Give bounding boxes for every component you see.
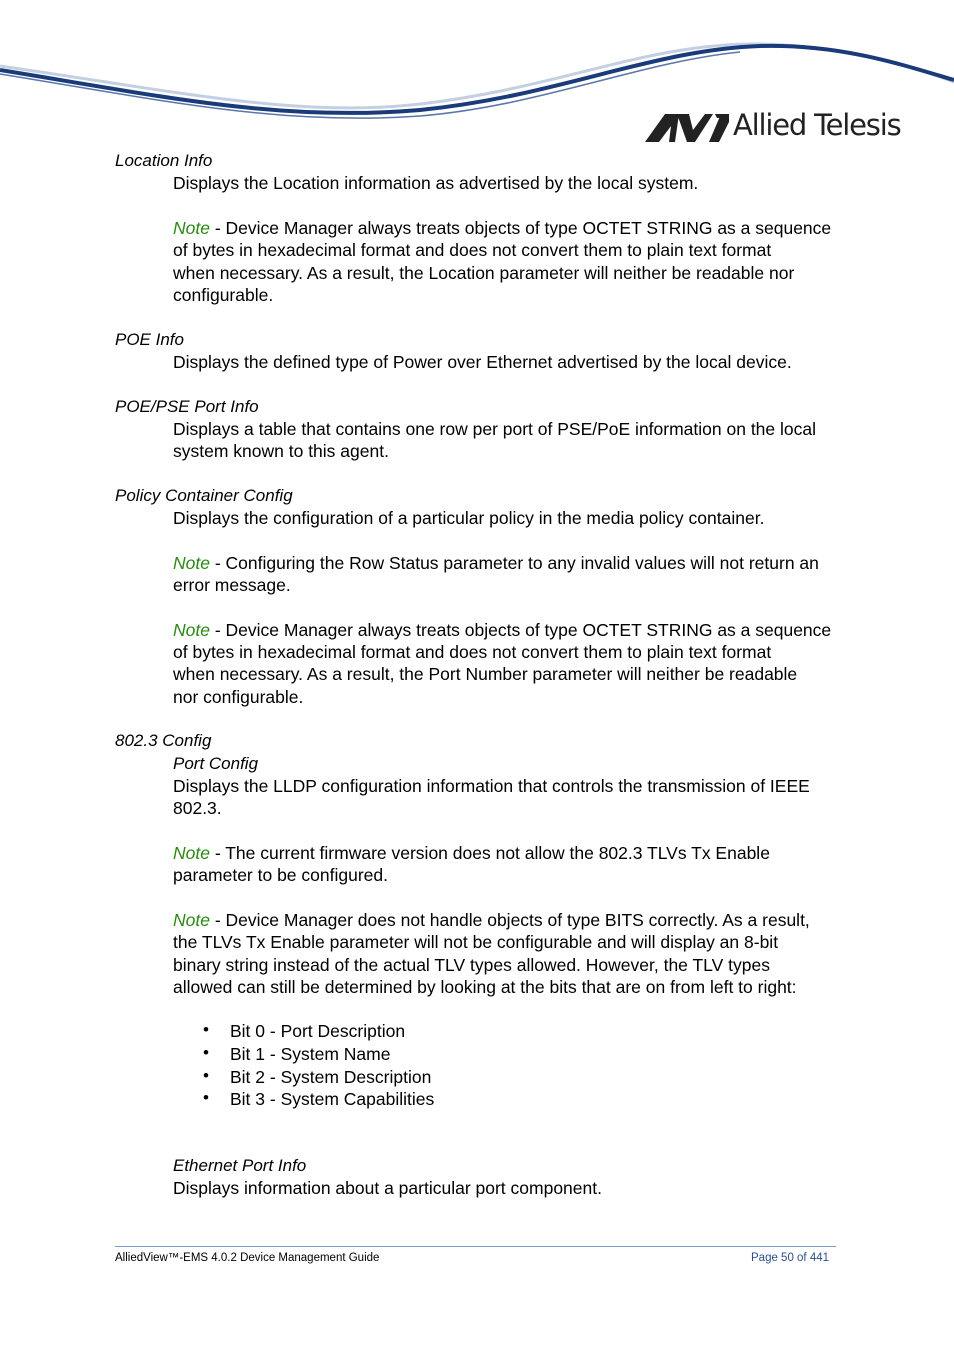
subheading-ethernet-port-info: Ethernet Port Info bbox=[173, 1156, 307, 1175]
paragraph-line: when necessary. As a result, the Port Number parameter will neither be readable bbox=[173, 664, 798, 684]
paragraph-line: when necessary. As a result, the Location parameter will neither be readable nor bbox=[173, 263, 795, 283]
paragraph-line: configurable. bbox=[173, 285, 274, 305]
note-text: - The current firmware version does not allow the 802.3 TLVs Tx Enable bbox=[209, 843, 770, 863]
note-text: - Device Manager always treats objects of type OCTET STRING as a sequence bbox=[209, 620, 832, 640]
footer-page-number: Page 50 of 441 bbox=[751, 1252, 830, 1264]
bullet-dot-icon: • bbox=[203, 1088, 209, 1107]
list-item: Bit 2 - System Description bbox=[230, 1067, 432, 1087]
brand-logo bbox=[645, 108, 905, 148]
note-label: Note bbox=[173, 553, 210, 573]
paragraph-line: of bytes in hexadecimal format and does not convert them to plain text format bbox=[173, 642, 772, 662]
footer-document-title: AlliedView™-EMS 4.0.2 Device Management Guide bbox=[115, 1252, 380, 1264]
paragraph-line: Displays the Location information as advertised by the local system. bbox=[173, 173, 699, 193]
paragraph-line: 802.3. bbox=[173, 798, 222, 818]
allied-telesis-logo-icon bbox=[645, 114, 729, 142]
note-paragraph bbox=[173, 552, 819, 574]
note-label: Note bbox=[173, 218, 210, 238]
heading-poe-info: POE Info bbox=[115, 330, 184, 349]
heading-policy-container-config: Policy Container Config bbox=[115, 486, 293, 505]
paragraph-line: Displays the LLDP configuration information that controls the transmission of IEEE bbox=[173, 776, 810, 796]
paragraph-line: system known to this agent. bbox=[173, 441, 389, 461]
brand-name: Allied Telesis bbox=[733, 108, 901, 142]
paragraph-line: nor configurable. bbox=[173, 687, 304, 707]
paragraph-line: parameter to be configured. bbox=[173, 865, 388, 885]
paragraph-line: Displays information about a particular port component. bbox=[173, 1178, 602, 1198]
paragraph-line: Displays the configuration of a particular policy in the media policy container. bbox=[173, 508, 765, 528]
paragraph-line: Displays a table that contains one row per port of PSE/PoE information on the local bbox=[173, 419, 816, 439]
note-paragraph bbox=[173, 217, 831, 239]
paragraph-line: error message. bbox=[173, 575, 291, 595]
note-label: Note bbox=[173, 843, 210, 863]
heading-poe-pse-port-info: POE/PSE Port Info bbox=[115, 397, 259, 416]
bullet-dot-icon: • bbox=[203, 1020, 209, 1039]
bullet-dot-icon: • bbox=[203, 1043, 209, 1062]
paragraph-line: Displays the defined type of Power over Ethernet advertised by the local device. bbox=[173, 352, 792, 372]
list-item: Bit 1 - System Name bbox=[230, 1044, 391, 1064]
paragraph-line: binary string instead of the actual TLV types allowed. However, the TLV types bbox=[173, 955, 770, 975]
note-text: - Device Manager does not handle objects of type BITS correctly. As a result, bbox=[209, 910, 810, 930]
paragraph-line: allowed can still be determined by looking at the bits that are on from left to right: bbox=[173, 977, 797, 997]
list-item: Bit 0 - Port Description bbox=[230, 1021, 406, 1041]
footer-divider bbox=[115, 1246, 836, 1247]
note-text: - Configuring the Row Status parameter to any invalid values will not return an bbox=[209, 553, 819, 573]
note-paragraph bbox=[173, 909, 810, 931]
subheading-port-config: Port Config bbox=[173, 754, 259, 773]
note-paragraph bbox=[173, 842, 770, 864]
note-label: Note bbox=[173, 620, 210, 640]
list-item: Bit 3 - System Capabilities bbox=[230, 1089, 435, 1109]
note-label: Note bbox=[173, 910, 210, 930]
note-paragraph bbox=[173, 619, 831, 641]
bullet-dot-icon: • bbox=[203, 1066, 209, 1085]
heading-802-3-config: 802.3 Config bbox=[115, 731, 212, 750]
heading-location-info: Location Info bbox=[115, 151, 213, 170]
paragraph-line: of bytes in hexadecimal format and does not convert them to plain text format bbox=[173, 240, 772, 260]
note-text: - Device Manager always treats objects of type OCTET STRING as a sequence bbox=[209, 218, 832, 238]
paragraph-line: the TLVs Tx Enable parameter will not be configurable and will display an 8-bit bbox=[173, 932, 779, 952]
